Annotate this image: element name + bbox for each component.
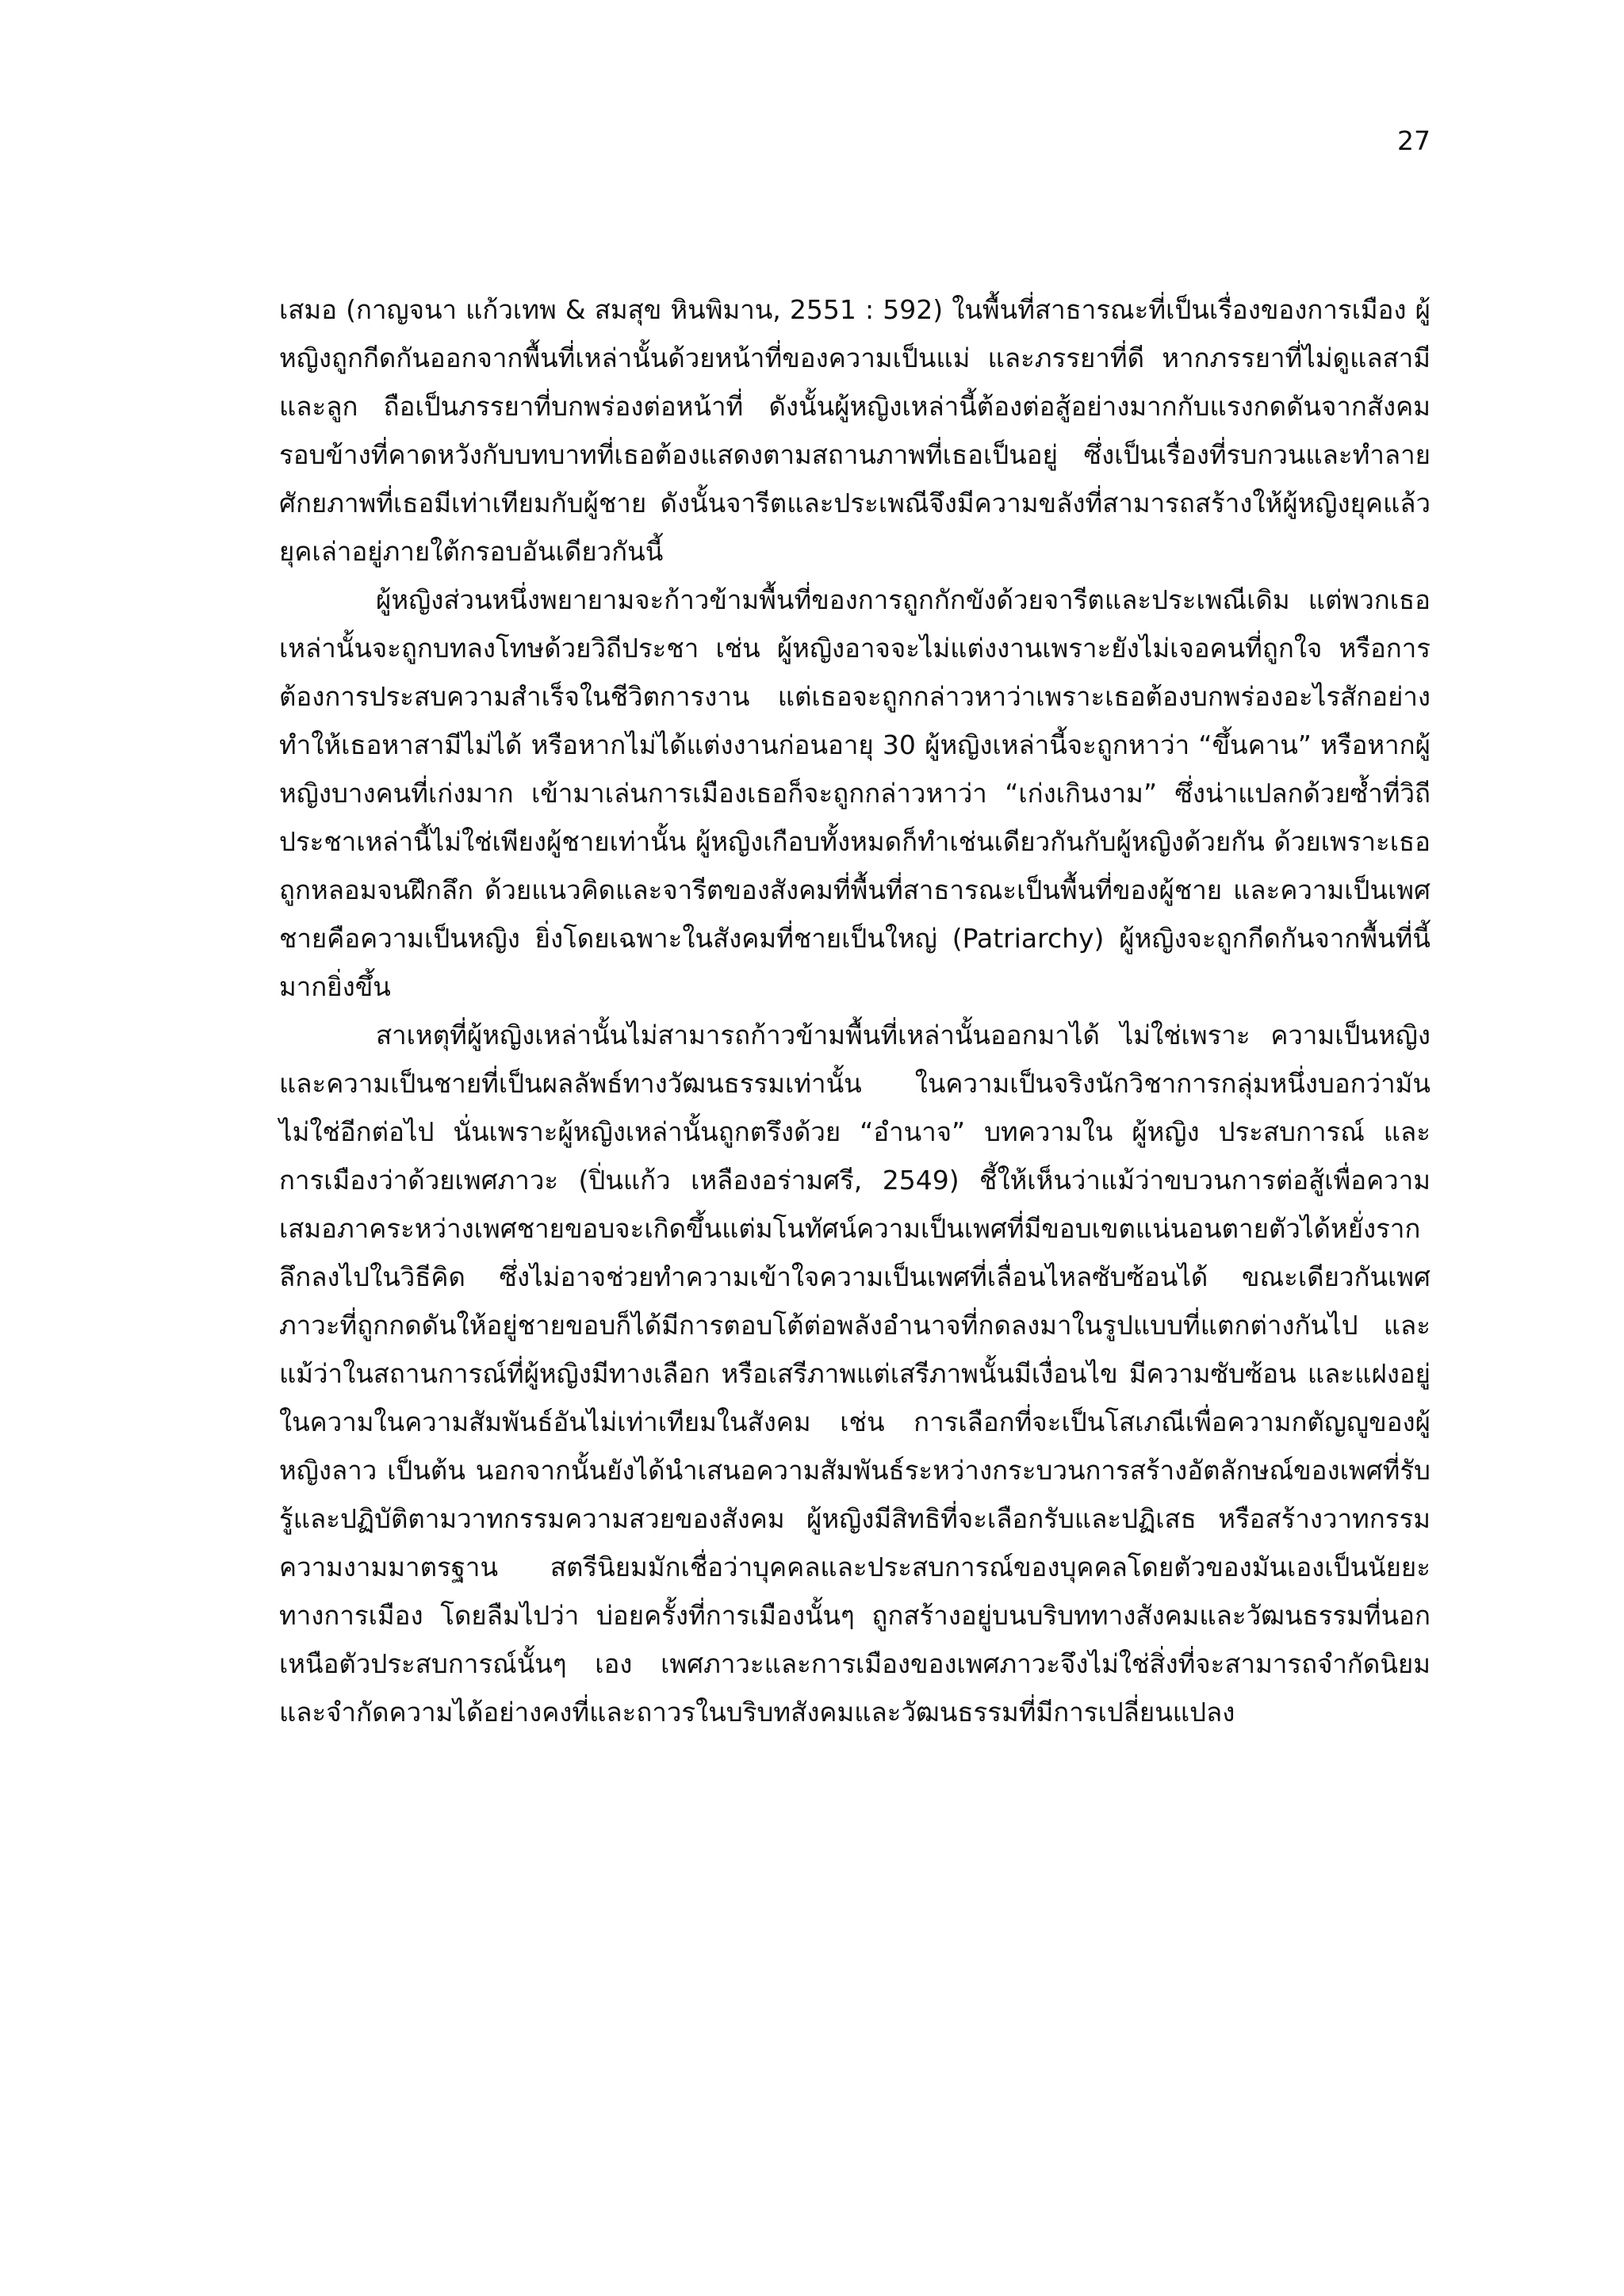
body-text	[279, 285, 1431, 1736]
paragraph-continuation: เสมอ (กาญจนา แก้วเทพ & สมสุข หินพิมาน, 2551 : 592) ในพื้นที่สาธารณะที่เป็นเรื่องของการเมือง ผู้หญิงถูกกีดกันออกจากพื้นที่เหล่านั้นด้วยหน้าที่ของความเป็นแม่ และภรรยาที่ดี หากภรรยาที่ไม่ดูแลสามี และลูก ถือเป็นภรรยาที่บกพร่องต่อหน้าที่ ดังนั้นผู้หญิงเหล่านี้ต้องต่อสู้อย่างมากกับแรงกดดันจากสังคมรอบข้างที่คาดหวังกับบทบาทที่เธอต้องแสดงตามสถานภาพที่เธอเป็นอยู่ ซึ่งเป็นเรื่องที่รบกวนและทำลายศักยภาพที่เธอมีเท่าเทียมกับผู้ชาย ดังนั้นจารีตและประเพณีจึงมีความขลังที่สามารถสร้างให้ผู้หญิงยุคแล้วยุคเล่าอยู่ภายใต้กรอบอันเดียวกันนี้	[279, 294, 1431, 567]
page-number: 27	[1397, 125, 1431, 156]
paragraph-social-sanctions: ผู้หญิงส่วนหนึ่งพยายามจะก้าวข้ามพื้นที่ของการถูกกักขังด้วยจารีตและประเพณีเดิม แต่พวกเธอเหล่านั้นจะถูกบทลงโทษด้วยวิถีประชา เช่น ผู้หญิงอาจจะไม่แต่งงานเพราะยังไม่เจอคนที่ถูกใจ หรือการต้องการประสบความสำเร็จในชีวิตการงาน แต่เธอจะถูกกล่าวหาว่าเพราะเธอต้องบกพร่องอะไรสักอย่างทำให้เธอหาสามีไม่ได้ หรือหากไม่ได้แต่งงานก่อนอายุ 30 ผู้หญิงเหล่านี้จะถูกหาว่า “ขึ้นคาน” หรือหากผู้หญิงบางคนที่เก่งมาก เข้ามาเล่นการเมืองเธอก็จะถูกกล่าวหาว่า “เก่งเกินงาม” ซึ่งน่าแปลกด้วยซ้ำที่วิถีประชาเหล่านี้ไม่ใช่เพียงผู้ชายเท่านั้น ผู้หญิงเกือบทั้งหมดก็ทำเช่นเดียวกันกับผู้หญิงด้วยกัน ด้วยเพราะเธอถูกหลอมจนฝึกลึก ด้วยแนวคิดและจารีตของสังคมที่พื้นที่สาธารณะเป็นพื้นที่ของผู้ชาย และความเป็นเพศชายคือความเป็นหญิง ยิ่งโดยเฉพาะในสังคมที่ชายเป็นใหญ่ (Patriarchy) ผู้หญิงจะถูกกีดกันจากพื้นที่นี้มากยิ่งขึ้น	[279, 584, 1431, 1002]
paragraph-power-and-gender: สาเหตุที่ผู้หญิงเหล่านั้นไม่สามารถก้าวข้ามพื้นที่เหล่านั้นออกมาได้ ไม่ใช่เพราะ ความเป็นหญิงและความเป็นชายที่เป็นผลลัพธ์ทางวัฒนธรรมเท่านั้น ในความเป็นจริงนักวิชาการกลุ่มหนึ่งบอกว่ามันไม่ใช่อีกต่อไป นั่นเพราะผู้หญิงเหล่านั้นถูกตรึงด้วย “อำนาจ” บทความใน ผู้หญิง ประสบการณ์ และการเมืองว่าด้วยเพศภาวะ (ปิ่นแก้ว เหลืองอร่ามศรี, 2549) ชี้ให้เห็นว่าแม้ว่าขบวนการต่อสู้เพื่อความเสมอภาคระหว่างเพศชายขอบจะเกิดขึ้นแต่มโนทัศน์ความเป็นเพศที่มีขอบเขตแน่นอนตายตัวได้หยั่งรากลึกลงไปในวิธีคิด ซึ่งไม่อาจช่วยทำความเข้าใจความเป็นเพศที่เลื่อนไหลซับซ้อนได้ ขณะเดียวกันเพศภาวะที่ถูกกดดันให้อยู่ชายขอบก็ได้มีการตอบโต้ต่อพลังอำนาจที่กดลงมาในรูปแบบที่แตกต่างกันไป และแม้ว่าในสถานการณ์ที่ผู้หญิงมีทางเลือก หรือเสรีภาพแต่เสรีภาพนั้นมีเงื่อนไข มีความซับซ้อน และแฝงอยู่ในความในความสัมพันธ์อันไม่เท่าเทียมในสังคม เช่น การเลือกที่จะเป็นโสเภณีเพื่อความกตัญญูของผู้หญิงลาว เป็นต้น นอกจากนั้นยังได้นำเสนอความสัมพันธ์ระหว่างกระบวนการสร้างอัตลักษณ์ของเพศที่รับรู้และปฏิบัติตามวาทกรรมความสวยของสังคม ผู้หญิงมีสิทธิที่จะเลือกรับและปฏิเสธ หรือสร้างวาทกรรมความงามมาตรฐาน สตรีนิยมมักเชื่อว่าบุคคลและประสบการณ์ของบุคคลโดยตัวของมันเองเป็นนัยยะทางการเมือง โดยลืมไปว่า บ่อยครั้งที่การเมืองนั้นๆ ถูกสร้างอยู่บนบริบททางสังคมและวัฒนธรรมที่นอกเหนือตัวประสบการณ์นั้นๆ เอง เพศภาวะและการเมืองของเพศภาวะจึงไม่ใช่สิ่งที่จะสามารถจำกัดนิยมและจำกัดความได้อย่างคงที่และถาวรในบริบทสังคมและวัฒนธรรมที่มีการเปลี่ยนแปลง	[279, 1020, 1431, 1728]
